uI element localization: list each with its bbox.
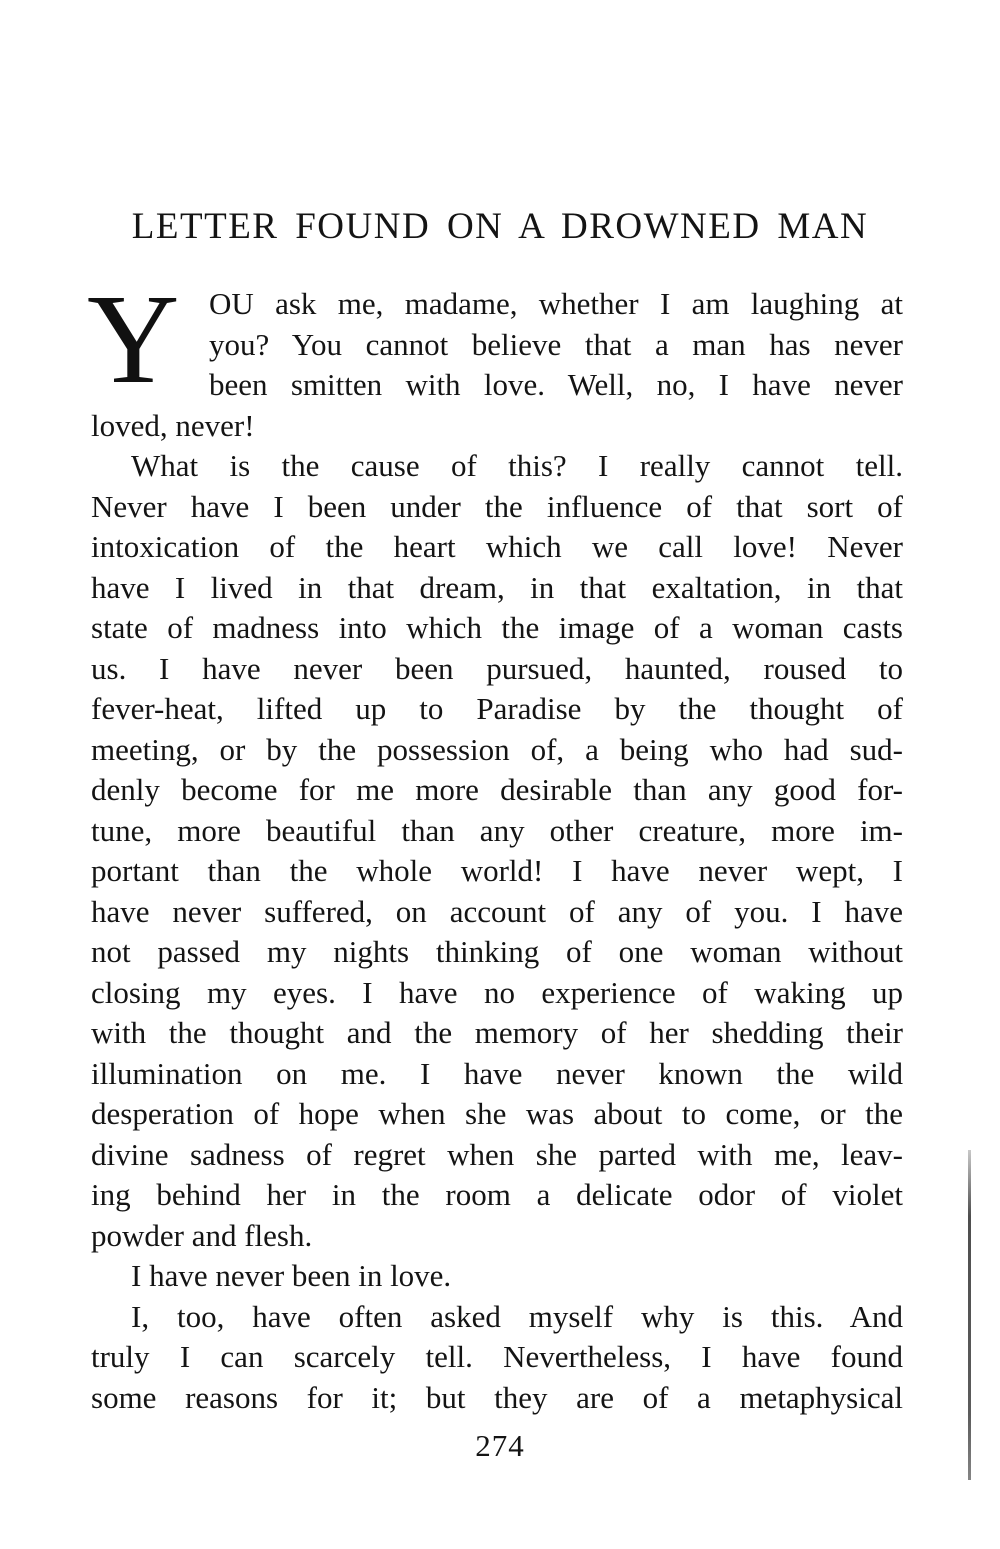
- text-line: What is the cause of this? I really cannot tell.: [131, 448, 903, 483]
- drop-cap: Y: [87, 268, 180, 410]
- scan-edge-mark: [968, 1150, 971, 1480]
- text-line: loved, never!: [91, 407, 255, 443]
- text-line: have never suffered, on account of any of you. I have: [91, 893, 903, 929]
- text-line: Never have I been under the influence of that sort of: [91, 488, 903, 524]
- paragraph-2: [91, 446, 903, 1256]
- text-line: meeting, or by the possession of, a being who had sud-: [91, 731, 903, 767]
- text-line: illumination on me. I have never known the wild: [91, 1055, 903, 1091]
- text-line: OU ask me, madame, whether I am laughing at: [209, 286, 903, 321]
- text-line: closing my eyes. I have no experience of waking up: [91, 974, 903, 1010]
- text-line: I, too, have often asked myself why is this. And: [131, 1298, 903, 1334]
- text-line: not passed my nights thinking of one woman without: [91, 934, 903, 969]
- text-line: ing behind her in the room a delicate odor of violet: [91, 1177, 903, 1212]
- paragraph-3: [91, 1256, 903, 1297]
- text-line: some reasons for it; but they are of a metaphysical: [91, 1379, 903, 1415]
- text-line: you? You cannot believe that a man has never: [209, 326, 903, 362]
- text-line: truly I can scarcely tell. Nevertheless, I have found: [91, 1339, 903, 1374]
- text-line: state of madness into which the image of a woman casts: [91, 610, 903, 645]
- paragraph-4: [91, 1297, 903, 1419]
- text-line: tune, more beautiful than any other creature, more im-: [91, 812, 903, 848]
- text-line: us. I have never been pursued, haunted, roused to: [91, 650, 903, 686]
- text-line: denly become for me more desirable than any good for-: [91, 772, 903, 807]
- text-line: with the thought and the memory of her shedding their: [91, 1015, 903, 1050]
- text-line: portant than the whole world! I have never wept, I: [91, 853, 903, 888]
- text-line: desperation of hope when she was about to come, or the: [91, 1096, 903, 1131]
- text-line: been smitten with love. Well, no, I have never: [209, 367, 903, 402]
- page-number: 274: [475, 1428, 525, 1463]
- text-line: fever-heat, lifted up to Paradise by the thought of: [91, 691, 903, 726]
- text-line: I have never been in love.: [131, 1258, 452, 1293]
- text-line: powder and flesh.: [91, 1217, 313, 1253]
- text-line: divine sadness of regret when she parted with me, leav-: [91, 1136, 903, 1172]
- text-body: [87, 268, 903, 1418]
- opening-paragraph: [87, 268, 903, 410]
- text-line: have I lived in that dream, in that exaltation, in that: [91, 569, 903, 605]
- chapter-title: LETTER FOUND ON A DROWNED MAN: [131, 206, 869, 247]
- text-line: intoxication of the heart which we call love! Never: [91, 529, 903, 564]
